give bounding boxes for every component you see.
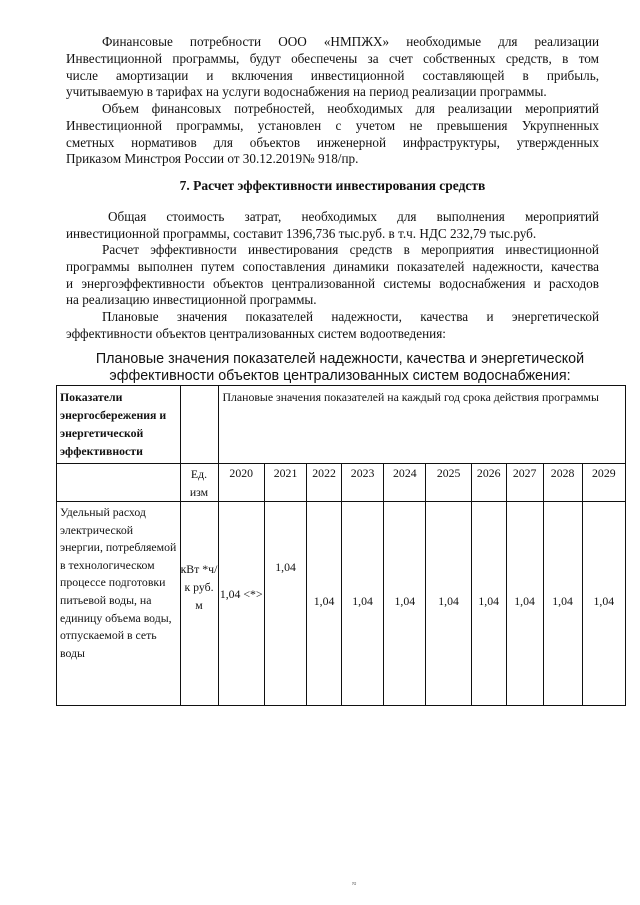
value-2029: 1,04 — [582, 502, 625, 706]
text-line: числе амортизации и включения инвестиционной составляющей в прибыль, — [66, 67, 599, 83]
unit-header-blank — [180, 386, 218, 464]
value-2025: 1,04 — [426, 502, 471, 706]
year-2026: 2026 — [471, 464, 506, 502]
caption-line: Плановые значения показателей надежности, качества и энергетической — [95, 351, 585, 367]
table-row — [57, 502, 626, 706]
text-line: учитываемую в тарифах на услуги водоснабжения на период реализации программы. — [66, 84, 547, 100]
year-2023: 2023 — [341, 464, 383, 502]
text-line: Финансовые потребности ООО «НМПЖХ» необходимые для реализации — [102, 34, 599, 49]
paragraph-planned-values — [66, 309, 599, 343]
paragraph-total-cost — [66, 209, 599, 243]
value-2027: 1,04 — [506, 502, 543, 706]
header-blank — [57, 464, 181, 502]
paragraph-financial-volume — [66, 101, 599, 168]
paragraph-efficiency-calc — [66, 242, 599, 309]
text-line: сметных нормативов для объектов инженерной инфраструктуры, утвержденных — [66, 134, 599, 150]
indicators-table — [56, 385, 626, 706]
year-2025: 2025 — [426, 464, 471, 502]
plan-header: Плановые значения показателей на каждый год срока действия программы — [218, 386, 626, 464]
year-2021: 2021 — [264, 464, 306, 502]
value-2021: 1,04 — [264, 502, 306, 706]
value-2028: 1,04 — [543, 502, 582, 706]
text-line: Объем финансовых потребностей, необходимых для реализации мероприятий — [102, 101, 599, 116]
text-line: Приказом Минстроя России от 30.12.2019№ 918/пр. — [66, 151, 359, 167]
text-line: программы выполнен путем сопоставления динамики показателей надежности, качества — [66, 258, 599, 274]
value-2020: 1,04 <*> — [218, 502, 264, 706]
value-2024: 1,04 — [384, 502, 426, 706]
caption-line: эффективности объектов централизованных систем водоснабжения: — [109, 368, 571, 384]
text-line: на реализацию инвестиционной программы. — [66, 292, 317, 308]
text-line: инвестиционной программы, составит 1396,736 тыс.руб. в т.ч. НДС 232,79 тыс.руб. — [66, 225, 537, 241]
unit-header: Ед. изм — [180, 464, 218, 502]
indicator-description: Удельный расход электрической энергии, потребляемой в технологическом процессе подготовки питьевой воды, на единицу объема воды, отпускаемой в сеть воды — [57, 502, 181, 706]
table-caption — [60, 351, 620, 385]
text-line: Инвестиционной программы, установлен с учетом не превышения Укрупненных — [66, 117, 599, 133]
text-line: Общая стоимость затрат, необходимых для выполнения мероприятий — [108, 209, 599, 224]
year-2027: 2027 — [506, 464, 543, 502]
year-2024: 2024 — [384, 464, 426, 502]
value-2026: 1,04 — [471, 502, 506, 706]
text-line: эффективности объектов централизованных систем водоотведения: — [66, 325, 446, 341]
value-2023: 1,04 — [341, 502, 383, 706]
indicator-unit: кВт *ч/к руб. м — [180, 502, 218, 706]
year-2028: 2028 — [543, 464, 582, 502]
page-mark: ≈ — [352, 879, 357, 888]
value-2022: 1,04 — [307, 502, 342, 706]
text-line: Расчет эффективности инвестирования средств в мероприятия инвестиционной — [102, 242, 599, 257]
indicator-header: Показатели энергосбережения и энергетической эффективности — [57, 386, 181, 464]
text-line: Плановые значения показателей надежности, качества и энергетической — [102, 309, 599, 324]
paragraph-financial-needs — [66, 34, 599, 101]
year-2020: 2020 — [218, 464, 264, 502]
text-line: и энергоэффективности объектов централизованной системы водоснабжения и расходов — [66, 275, 599, 291]
year-2029: 2029 — [582, 464, 625, 502]
section-heading: 7. Расчет эффективности инвестирования средств — [179, 178, 486, 193]
year-2022: 2022 — [307, 464, 342, 502]
text-line: Инвестиционной программы, будут обеспечены за счет собственных средств, в том — [66, 50, 599, 66]
